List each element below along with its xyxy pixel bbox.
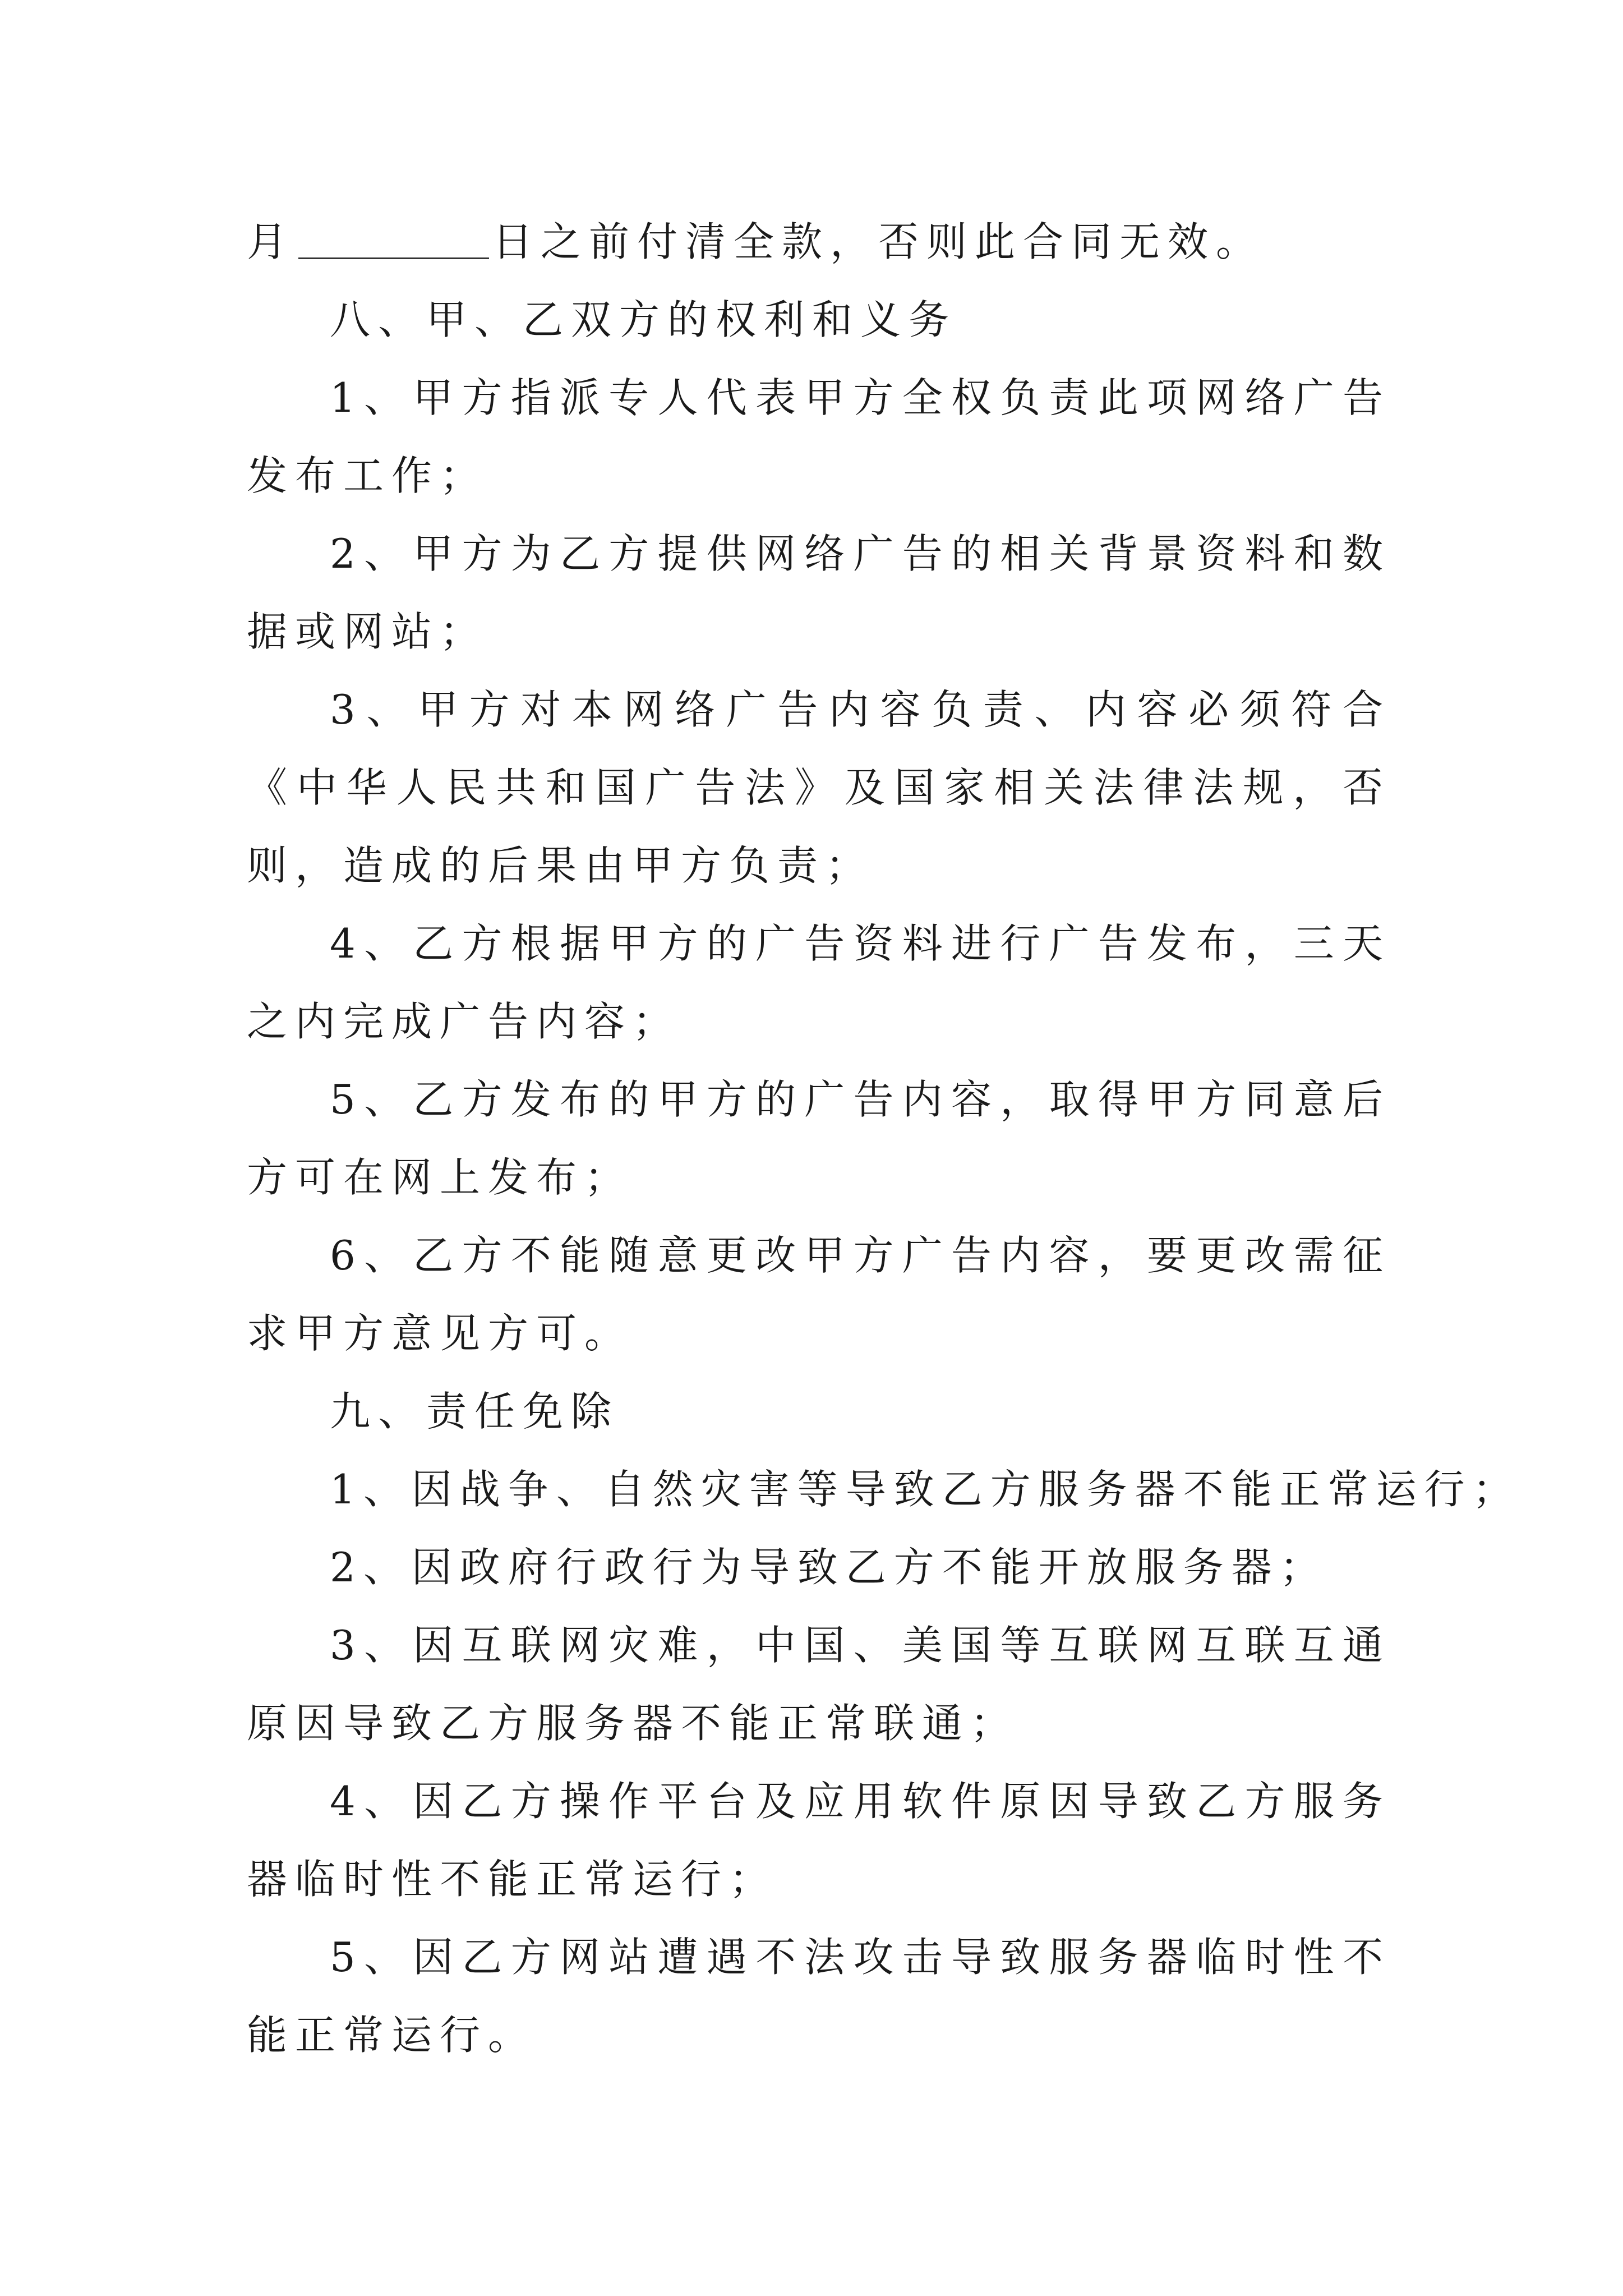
day-blank	[298, 213, 489, 259]
section-8-item-4: 4、乙方根据甲方的广告资料进行广告发布，三天之内完成广告内容；	[247, 920, 1391, 1045]
section-8-item-1: 1、甲方指派专人代表甲方全权负责此项网络广告发布工作；	[247, 374, 1391, 499]
section-8-item-2: 2、甲方为乙方提供网络广告的相关背景资料和数据或网站；	[247, 530, 1391, 655]
document-body	[247, 203, 1521, 2074]
section-9-item-3: 3、因互联网灾难，中国、美国等互联网互联互通原因导致乙方服务器不能正常联通；	[247, 1622, 1391, 1747]
section-9-item-1: 1、因战争、自然灾害等导致乙方服务器不能正常运行；	[330, 1466, 1521, 1513]
section-9-item-2: 2、因政府行政行为导致乙方不能开放服务器；	[330, 1544, 1328, 1591]
section-8-item-6: 6、乙方不能随意更改甲方广告内容，要更改需征求甲方意见方可。	[247, 1232, 1391, 1357]
section-9-item-5: 5、因乙方网站遭遇不法攻击导致服务器临时性不能正常运行。	[247, 1934, 1391, 2059]
payment-deadline-text: 日之前付清全款，否则此合同无效。	[492, 218, 1265, 265]
section-9-item-4: 4、因乙方操作平台及应用软件原因导致乙方服务器临时性不能正常运行；	[247, 1778, 1391, 1903]
section-8-item-3: 3、甲方对本网络广告内容负责、内容必须符合《中华人民共和国广告法》及国家相关法律法规，否则，造成的后果由甲方负责；	[247, 686, 1391, 889]
payment-deadline-line	[247, 203, 1391, 281]
section-9-heading: 九、责任免除	[330, 1388, 620, 1435]
month-label: 月	[247, 218, 296, 265]
section-8-item-5: 5、乙方发布的甲方的广告内容，取得甲方同意后方可在网上发布；	[247, 1076, 1391, 1201]
section-8-heading: 八、甲、乙双方的权利和义务	[330, 296, 957, 343]
